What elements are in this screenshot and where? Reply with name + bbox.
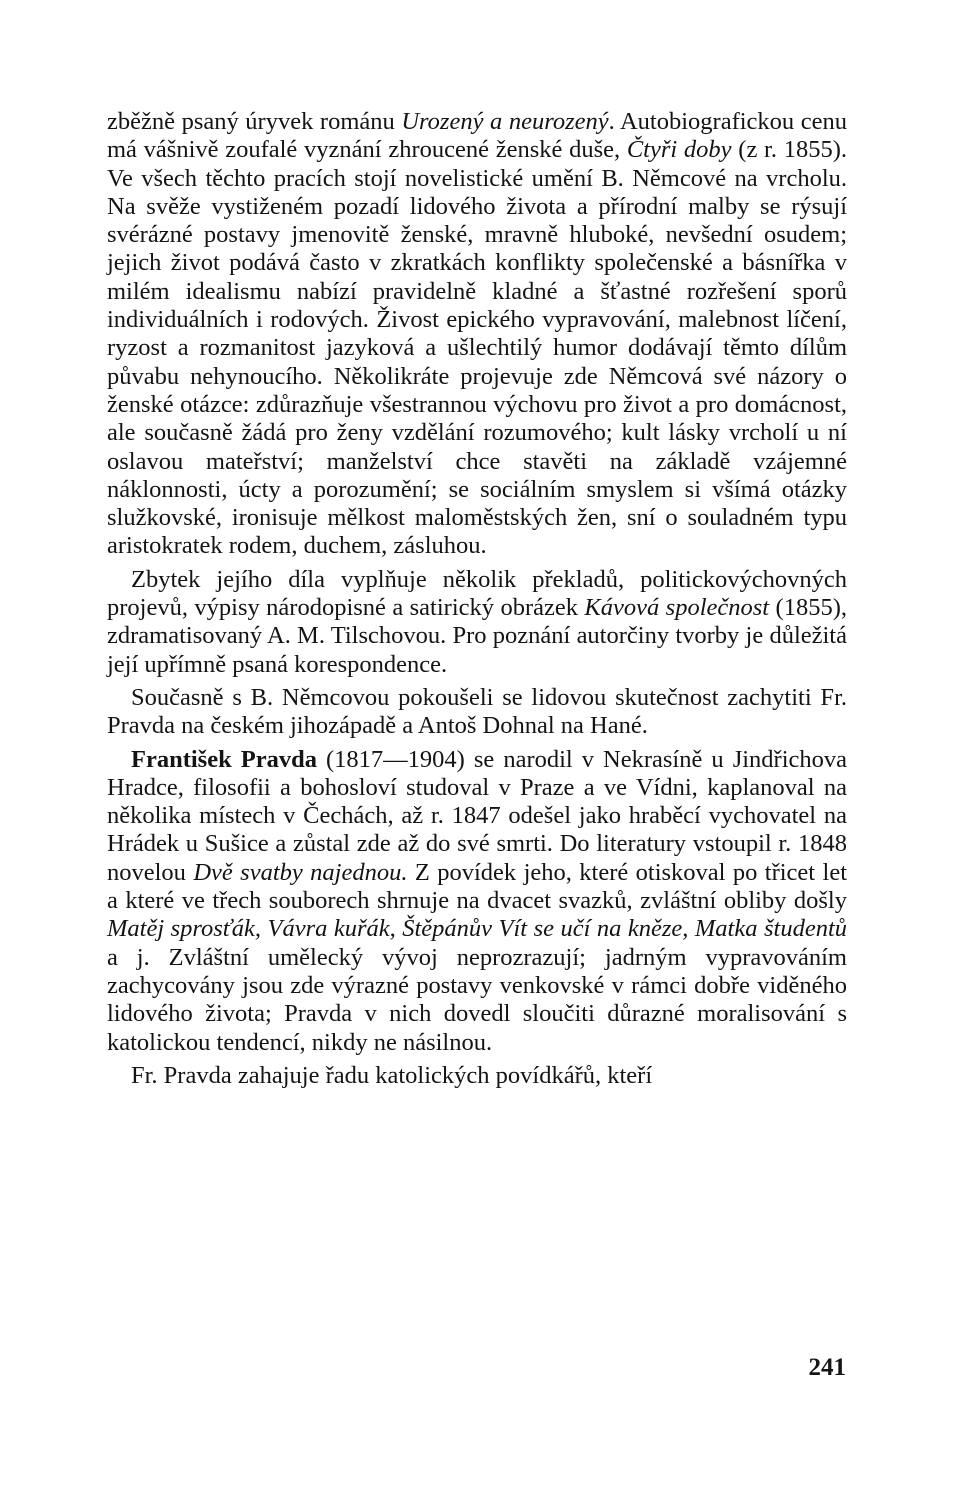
italic-title: Dvě svatby najednou. <box>193 858 408 886</box>
paragraph <box>107 746 847 1057</box>
text-run: Současně s B. Němcovou pokoušeli se lidovou skutečnost zachytiti Fr. Pravda na českém jihozápadě a Antoš Dohnal na Hané. <box>107 683 847 740</box>
bold-name: František Pravda <box>131 745 317 773</box>
text-run: (z r. 1855). Ve všech těchto pracích stojí novelistické umění B. Němcové na vrcholu. Na svěže vystiženém pozadí lidového života a přírodní malby se rýsují svérázné postavy jmenovitě ženské, mravně hluboké, nevšední osudem; jejich život podává často v zkratkách konflikty společenské a básnířka v milém idealismu nabízí pravidelně kladné a šťastné rozřešení sporů individuálních i rodových. Živost epického vypravování, malebnost líčení, ryzost a rozmanitost jazyková a ušlechtilý humor dodávají těmto dílům půvabu nehynoucího. Několikráte projevuje zde Němcová své názory o ženské otázce: zdůrazňuje všestrannou výchovu pro život a pro domácnost, ale současně žádá pro ženy vzdělání rozumového; kult lásky vrcholí u ní oslavou mateřství; manželství chce stavěti na základě vzájemné náklonnosti, úcty a porozumění; se sociálním smyslem si všímá otázky služkovské, ironisuje mělkost maloměstských žen, sní o souladném typu aristokratek rodem, duchem, zásluhou. <box>107 136 847 560</box>
paragraph <box>107 566 847 679</box>
italic-title: Čtyři doby <box>626 136 732 164</box>
paragraph <box>107 1062 847 1090</box>
text-run: Zbytek jejího díla vyplňuje několik překladů, politickovýchovných projevů, výpisy národopisné a satirický obrázek <box>107 565 847 622</box>
paragraph <box>107 684 847 741</box>
italic-title: Kávová společnost <box>584 594 770 622</box>
page-number: 241 <box>808 1354 846 1381</box>
text-run: . Autobiografickou cenu má vášnivě zoufalé vyznání zhroucené ženské duše, <box>107 108 847 164</box>
text-run: Fr. Pravda zahajuje řadu katolických povídkářů, kteří <box>131 1061 653 1089</box>
italic-title: Urozený a neurozený <box>401 108 609 135</box>
text-run: Z povídek jeho, které otiskoval po třicet let a které ve třech souborech shrnuje na dvacet svazků, zvláštní obliby došly <box>107 858 848 915</box>
text-run: (1855), zdramatisovaný A. M. Tilschovou. Pro poznání autorčiny tvorby je důležitá její upřímně psaná korespondence. <box>107 594 847 678</box>
text-run: (1817—1904) se narodil v Nekrasíně u Jindřichova Hradce, filosofii a bohosloví studoval v Praze a ve Vídni, kaplanoval na několika místech v Čechách, až r. 1847 odešel jako hraběcí vychovatel na Hrádek u Sušice a zůstal zde až do své smrti. Do literatury vstoupil r. 1848 novelou <box>107 745 848 886</box>
page-body <box>107 108 847 1090</box>
paragraph <box>107 108 847 561</box>
italic-title: Matěj sprosťák, Vávra kuřák, Štěpánův Vít se učí na kněze, Matka študentů <box>107 915 847 943</box>
text-run: zběžně psaný úryvek románu <box>107 108 402 135</box>
text-run: a j. Zvláštní umělecký vývoj neprozrazují; jadrným vypravováním zachycovány jsou zde výrazné postavy venkovské v rámci dobře viděného lidového života; Pravda v nich dovedl sloučiti důrazné moralisování s katolickou tendencí, nikdy ne násilnou. <box>107 943 847 1056</box>
